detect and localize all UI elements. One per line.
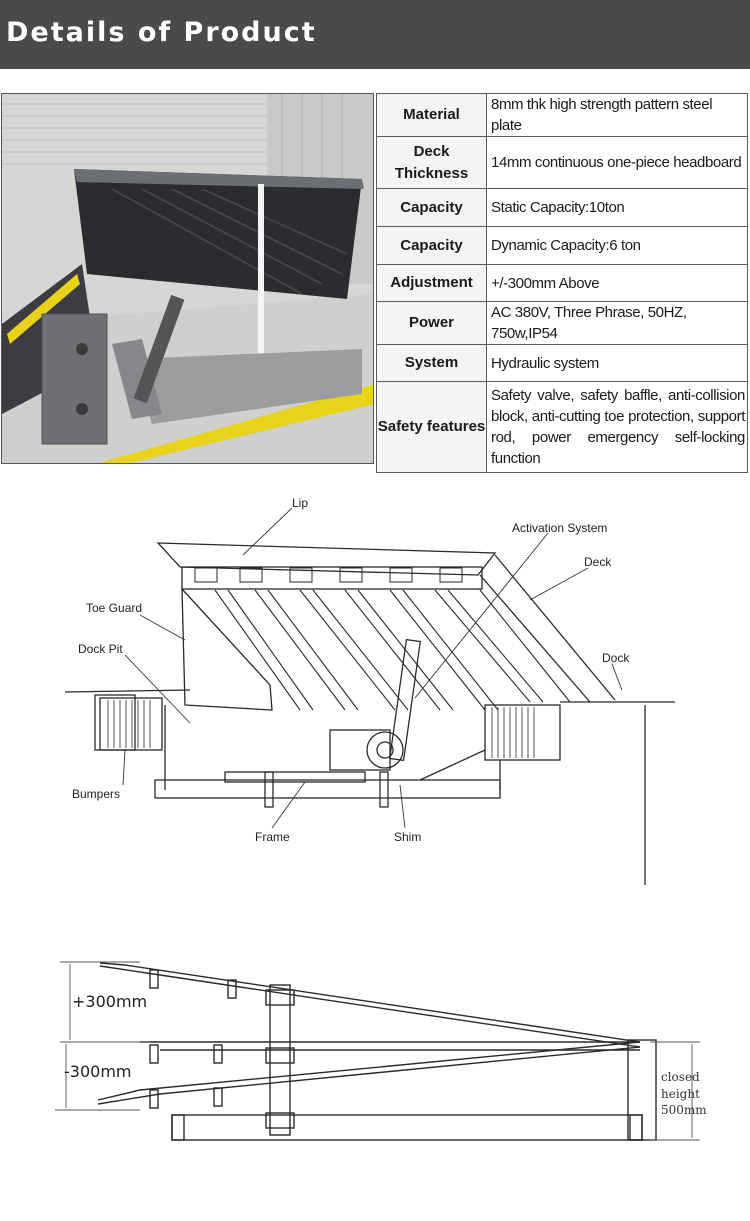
label-shim: Shim (394, 830, 422, 844)
spec-key: Capacity (377, 189, 487, 227)
dock-leveler-photo (2, 94, 374, 464)
label-lip: Lip (292, 496, 309, 510)
label-plus-300: +300mm (72, 992, 148, 1011)
label-minus-300: -300mm (64, 1062, 132, 1081)
spec-value: Dynamic Capacity:6 ton (487, 227, 748, 265)
table-row (377, 94, 748, 137)
label-500mm: 500mm (661, 1103, 707, 1117)
table-row (377, 189, 748, 227)
table-row (377, 137, 748, 189)
spec-value: 8mm thk high strength pattern steel plate (487, 94, 748, 137)
label-closed: closed (661, 1070, 700, 1084)
page-title: Details of Product (6, 17, 317, 48)
table-row (377, 265, 748, 302)
spec-value: 14mm continuous one-piece headboard (487, 137, 748, 189)
spec-key: Deck Thickness (377, 137, 487, 189)
leveler-parts-diagram (0, 480, 750, 900)
label-dock-pit: Dock Pit (78, 642, 123, 656)
spec-key: Material (377, 94, 487, 137)
product-photo (1, 93, 374, 464)
label-toe-guard: Toe Guard (86, 601, 143, 615)
label-deck: Deck (584, 555, 612, 569)
spec-key: Safety features (377, 382, 487, 473)
label-activation-system: Activation System (512, 521, 608, 535)
height-range-diagram (0, 930, 750, 1170)
label-height: height (661, 1087, 700, 1101)
label-bumpers: Bumpers (72, 787, 121, 801)
table-row (377, 302, 748, 345)
table-row (377, 382, 748, 473)
page-header (0, 0, 750, 69)
spec-key: Capacity (377, 227, 487, 265)
spec-value: Safety valve, safety baffle, anti-collision block, anti-cutting toe protection, support rod, power emergency self-locking function (487, 382, 748, 473)
table-row (377, 345, 748, 382)
spec-key: System (377, 345, 487, 382)
table-row (377, 227, 748, 265)
spec-value: +/-300mm Above (487, 265, 748, 302)
spec-value: AC 380V, Three Phrase, 50HZ, 750w,IP54 (487, 302, 748, 345)
spec-value: Static Capacity:10ton (487, 189, 748, 227)
label-frame: Frame (255, 830, 290, 844)
spec-table (376, 93, 748, 473)
spec-key: Adjustment (377, 265, 487, 302)
label-dock: Dock (602, 651, 630, 665)
spec-value: Hydraulic system (487, 345, 748, 382)
spec-key: Power (377, 302, 487, 345)
